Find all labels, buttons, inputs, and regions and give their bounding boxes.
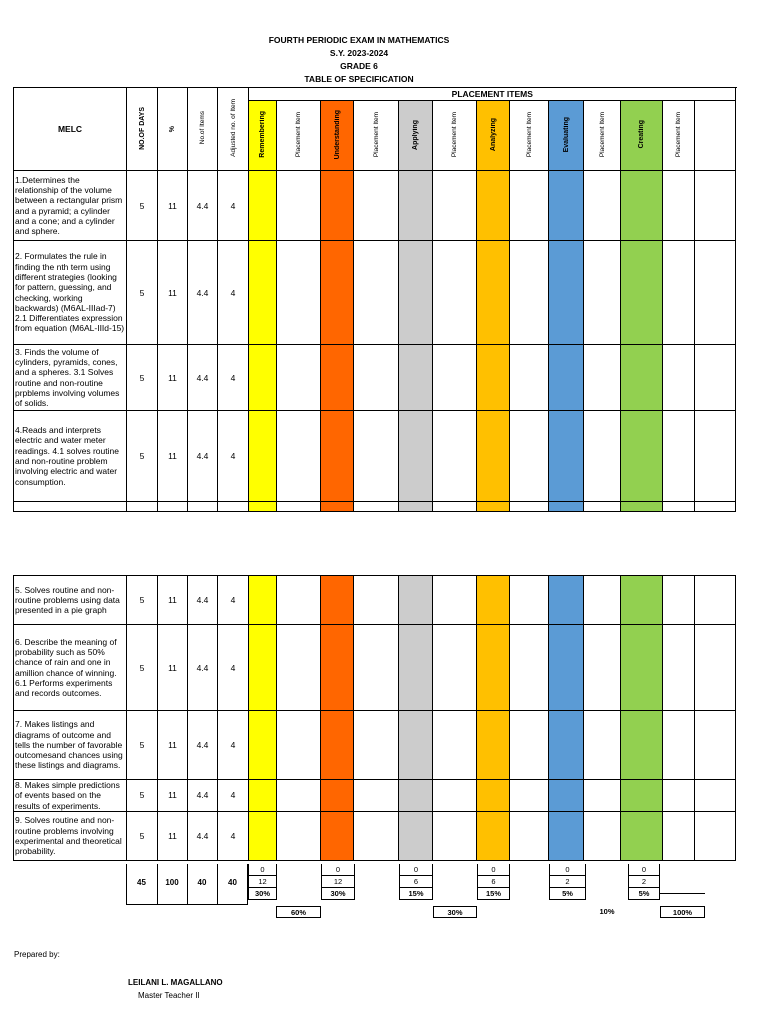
analyzing-cell	[477, 625, 510, 711]
percent-cell: 11	[158, 625, 188, 711]
remembering-cell	[249, 780, 277, 812]
placement-cell	[584, 411, 621, 502]
placement-cell	[277, 241, 321, 345]
placement-cell	[510, 711, 549, 780]
creating-cell	[621, 171, 663, 241]
blank-header	[695, 101, 736, 171]
placement-cell	[584, 780, 621, 812]
total-percent: 100	[165, 878, 179, 887]
placement-cell	[663, 411, 695, 502]
adjusted-header: Adjusted no. of Item	[218, 88, 249, 171]
total-items: 40	[197, 878, 207, 887]
melc-cell: 2. Formulates the rule in finding the nth term using different strategies (looking for pattern, guessing, and checking, working backwards) (M6AL-IIIad-7) 2.1 Differentiates expression from equation (M6AL-IIId-15)	[14, 241, 127, 345]
applying-cell	[399, 625, 433, 711]
applying-cell	[399, 411, 433, 502]
placement-cell	[433, 711, 477, 780]
placement-cell	[584, 811, 621, 860]
placement-cell	[510, 345, 549, 411]
melc-cell: 3. Finds the volume of cylinders, pyramids, cones, and a spheres. 3.1 Solves routine and non-routine prpblems involving volumes of solids.	[14, 345, 127, 411]
melc-cell: 7. Makes listings and diagrams of outcome and tells the number of favorable outcomesand chances using these listings and diagrams.	[14, 711, 127, 780]
placement-cell	[584, 711, 621, 780]
evaluating-header: Evaluating	[549, 101, 584, 171]
creating-cell	[621, 780, 663, 812]
adjusted-cell: 4	[218, 171, 249, 241]
understanding-cell	[321, 241, 354, 345]
analyzing-cell	[477, 411, 510, 502]
creating-cell	[621, 811, 663, 860]
placement-cell	[433, 411, 477, 502]
creating-cell	[621, 625, 663, 711]
prepared-by-label: Prepared by:	[14, 950, 60, 959]
placement-cell	[277, 411, 321, 502]
applying-cell	[399, 780, 433, 812]
days-header: NO.OF DAYS	[127, 88, 158, 171]
adjusted-cell: 4	[218, 241, 249, 345]
placement-cell	[510, 780, 549, 812]
remembering-cell	[249, 411, 277, 502]
table-row	[14, 811, 736, 860]
percent-cell: 11	[158, 576, 188, 625]
items-cell: 4.4	[188, 241, 218, 345]
evaluating-totals	[549, 864, 586, 900]
specification-table-top	[13, 87, 736, 512]
analyzing-cell	[477, 171, 510, 241]
days-cell: 5	[127, 780, 158, 812]
analyzing-cell	[477, 576, 510, 625]
blank-cell	[695, 171, 736, 241]
analyzing-zero: 0	[477, 864, 510, 876]
adjusted-cell: 4	[218, 576, 249, 625]
placement-cell	[277, 345, 321, 411]
table-title: TABLE OF SPECIFICATION	[304, 74, 414, 84]
placement-cell	[354, 625, 399, 711]
items-cell: 4.4	[188, 625, 218, 711]
creating-percent: 5%	[628, 888, 660, 900]
exam-title: FOURTH PERIODIC EXAM IN MATHEMATICS	[268, 35, 450, 45]
melc-cell: 4.Reads and interprets electric and water meter readings. 4.1 solves routine and non-routine problem involving electric and water consumption.	[14, 411, 127, 502]
creating-cell	[621, 576, 663, 625]
applying-totals	[399, 864, 433, 900]
placement-cell	[584, 345, 621, 411]
table-row	[14, 345, 736, 411]
items-cell: 4.4	[188, 576, 218, 625]
creating-cell	[621, 411, 663, 502]
total-days: 45	[137, 878, 146, 887]
placement-cell	[433, 780, 477, 812]
placement-cell	[277, 811, 321, 860]
difficult-group-percent: 10%	[599, 907, 615, 916]
adjusted-cell: 4	[218, 345, 249, 411]
rows-page2	[14, 576, 736, 861]
placement-cell	[584, 171, 621, 241]
trailing-blank-row	[14, 502, 736, 512]
understanding-cell	[321, 780, 354, 812]
blank-cell	[695, 811, 736, 860]
placement-cell	[663, 811, 695, 860]
evaluating-cell	[549, 811, 584, 860]
placement-item-header: Placement Item	[510, 101, 549, 171]
understanding-cell	[321, 411, 354, 502]
placement-cell	[433, 576, 477, 625]
creating-cell	[621, 711, 663, 780]
placement-cell	[277, 576, 321, 625]
remembering-cell	[249, 171, 277, 241]
specification-table-bottom	[13, 575, 736, 861]
days-cell: 5	[127, 241, 158, 345]
placement-cell	[510, 241, 549, 345]
items-header: No.of Items	[188, 88, 218, 171]
placement-cell	[433, 345, 477, 411]
remembering-cell	[249, 625, 277, 711]
evaluating-cell	[549, 171, 584, 241]
melc-cell: 8. Makes simple predictions of events based on the results of experiments.	[14, 780, 127, 812]
items-cell: 4.4	[188, 345, 218, 411]
placement-cell	[663, 171, 695, 241]
remembering-cell	[249, 576, 277, 625]
placement-cell	[663, 345, 695, 411]
table-row	[14, 171, 736, 241]
placement-item-header: Placement Item	[277, 101, 321, 171]
grand-total-percent: 100%	[660, 906, 705, 918]
remembering-totals	[248, 864, 277, 900]
items-cell: 4.4	[188, 811, 218, 860]
placement-cell	[663, 241, 695, 345]
evaluating-cell	[549, 345, 584, 411]
placement-cell	[354, 780, 399, 812]
melc-cell: 5. Solves routine and non-routine problems using data presented in a pie graph	[14, 576, 127, 625]
melc-header: MELC	[14, 88, 127, 171]
understanding-cell	[321, 171, 354, 241]
creating-cell	[621, 345, 663, 411]
placement-cell	[354, 711, 399, 780]
items-cell: 4.4	[188, 780, 218, 812]
understanding-cell	[321, 625, 354, 711]
understanding-cell	[321, 811, 354, 860]
placement-cell	[584, 625, 621, 711]
evaluating-percent: 5%	[549, 888, 586, 900]
percent-cell: 11	[158, 241, 188, 345]
evaluating-count: 2	[549, 876, 586, 888]
placement-item-header: Placement Item	[433, 101, 477, 171]
analyzing-count: 6	[477, 876, 510, 888]
placement-cell	[277, 780, 321, 812]
remembering-header: Remembering	[249, 101, 277, 171]
applying-cell	[399, 711, 433, 780]
analyzing-totals	[477, 864, 510, 900]
days-cell: 5	[127, 811, 158, 860]
blank-cell	[695, 345, 736, 411]
table-row	[14, 411, 736, 502]
applying-cell	[399, 171, 433, 241]
creating-header: Creating	[621, 101, 663, 171]
placement-cell	[433, 241, 477, 345]
items-cell: 4.4	[188, 711, 218, 780]
understanding-cell	[321, 345, 354, 411]
remembering-zero: 0	[248, 864, 277, 876]
placement-cell	[354, 411, 399, 502]
placement-cell	[663, 711, 695, 780]
evaluating-zero: 0	[549, 864, 586, 876]
placement-cell	[510, 411, 549, 502]
analyzing-cell	[477, 241, 510, 345]
analyzing-percent: 15%	[477, 888, 510, 900]
melc-cell: 9. Solves routine and non-routine problems involving experimental and theoretical probability.	[14, 811, 127, 860]
placement-cell	[433, 811, 477, 860]
percent-header: %	[158, 88, 188, 171]
adjusted-cell: 4	[218, 711, 249, 780]
evaluating-cell	[549, 576, 584, 625]
grade-level: GRADE 6	[340, 61, 378, 71]
total-adjusted: 40	[228, 878, 237, 887]
creating-totals	[628, 864, 660, 900]
placement-cell	[663, 780, 695, 812]
preparer-name: LEILANI L. MAGALLANO	[128, 978, 223, 987]
totals-bottom-line	[660, 893, 705, 894]
applying-percent: 15%	[399, 888, 433, 900]
creating-cell	[621, 241, 663, 345]
adjusted-cell: 4	[218, 811, 249, 860]
evaluating-cell	[549, 780, 584, 812]
table-row	[14, 241, 736, 345]
placement-cell	[433, 171, 477, 241]
remembering-count: 12	[248, 876, 277, 888]
melc-cell: 1.Determines the relationship of the volume between a rectangular prism and a pyramid; a cylinder and a cone; and a cylinder and sphere.	[14, 171, 127, 241]
placement-cell	[277, 171, 321, 241]
evaluating-cell	[549, 241, 584, 345]
understanding-zero: 0	[321, 864, 355, 876]
applying-cell	[399, 811, 433, 860]
evaluating-cell	[549, 411, 584, 502]
table-row	[14, 711, 736, 780]
placement-cell	[277, 625, 321, 711]
understanding-count: 12	[321, 876, 355, 888]
days-cell: 5	[127, 345, 158, 411]
days-cell: 5	[127, 576, 158, 625]
percent-cell: 11	[158, 171, 188, 241]
items-cell: 4.4	[188, 171, 218, 241]
percent-cell: 11	[158, 780, 188, 812]
school-year: S.Y. 2023-2024	[329, 48, 389, 58]
placement-cell	[663, 625, 695, 711]
creating-zero: 0	[628, 864, 660, 876]
table-row	[14, 625, 736, 711]
applying-cell	[399, 345, 433, 411]
remembering-percent: 30%	[248, 888, 277, 900]
placement-cell	[510, 576, 549, 625]
adjusted-cell: 4	[218, 411, 249, 502]
blank-cell	[695, 780, 736, 812]
analyzing-cell	[477, 345, 510, 411]
table-row	[14, 780, 736, 812]
days-cell: 5	[127, 411, 158, 502]
understanding-percent: 30%	[321, 888, 355, 900]
blank-cell	[695, 625, 736, 711]
adjusted-cell: 4	[218, 780, 249, 812]
remembering-cell	[249, 811, 277, 860]
blank-cell	[695, 241, 736, 345]
placement-cell	[584, 241, 621, 345]
understanding-cell	[321, 576, 354, 625]
understanding-totals	[321, 864, 355, 900]
understanding-header: Understanding	[321, 101, 354, 171]
days-cell: 5	[127, 711, 158, 780]
placement-cell	[354, 576, 399, 625]
creating-count: 2	[628, 876, 660, 888]
placement-cell	[510, 811, 549, 860]
days-cell: 5	[127, 625, 158, 711]
applying-zero: 0	[399, 864, 433, 876]
applying-count: 6	[399, 876, 433, 888]
placement-cell	[354, 171, 399, 241]
percent-cell: 11	[158, 711, 188, 780]
evaluating-cell	[549, 711, 584, 780]
placement-cell	[354, 345, 399, 411]
placement-cell	[510, 625, 549, 711]
remembering-cell	[249, 345, 277, 411]
adjusted-cell: 4	[218, 625, 249, 711]
analyzing-header: Analyzing	[477, 101, 510, 171]
easy-group-percent: 60%	[276, 906, 321, 918]
preparer-position: Master Teacher II	[138, 991, 200, 1000]
placement-item-header: Placement Item	[663, 101, 695, 171]
remembering-cell	[249, 711, 277, 780]
blank-cell	[695, 411, 736, 502]
rows-page1	[14, 171, 736, 502]
percent-cell: 11	[158, 345, 188, 411]
remembering-cell	[249, 241, 277, 345]
applying-header: Applying	[399, 101, 433, 171]
items-cell: 4.4	[188, 411, 218, 502]
average-group-percent: 30%	[433, 906, 477, 918]
placement-cell	[663, 576, 695, 625]
applying-cell	[399, 576, 433, 625]
applying-cell	[399, 241, 433, 345]
days-cell: 5	[127, 171, 158, 241]
evaluating-cell	[549, 625, 584, 711]
blank-cell	[695, 711, 736, 780]
placement-cell	[584, 576, 621, 625]
analyzing-cell	[477, 811, 510, 860]
blank-cell	[695, 576, 736, 625]
placement-item-header: Placement Item	[584, 101, 621, 171]
understanding-cell	[321, 711, 354, 780]
percent-cell: 11	[158, 411, 188, 502]
table-row	[14, 576, 736, 625]
melc-cell: 6. Describe the meaning of probability such as 50% chance of rain and one in amillion chance of winning. 6.1 Performs experiments and records outcomes.	[14, 625, 127, 711]
placement-item-header: Placement Item	[354, 101, 399, 171]
analyzing-cell	[477, 780, 510, 812]
placement-cell	[510, 171, 549, 241]
placement-cell	[354, 241, 399, 345]
placement-cell	[277, 711, 321, 780]
placement-items-header: PLACEMENT ITEMS	[249, 88, 736, 101]
placement-cell	[433, 625, 477, 711]
placement-cell	[354, 811, 399, 860]
percent-cell: 11	[158, 811, 188, 860]
analyzing-cell	[477, 711, 510, 780]
